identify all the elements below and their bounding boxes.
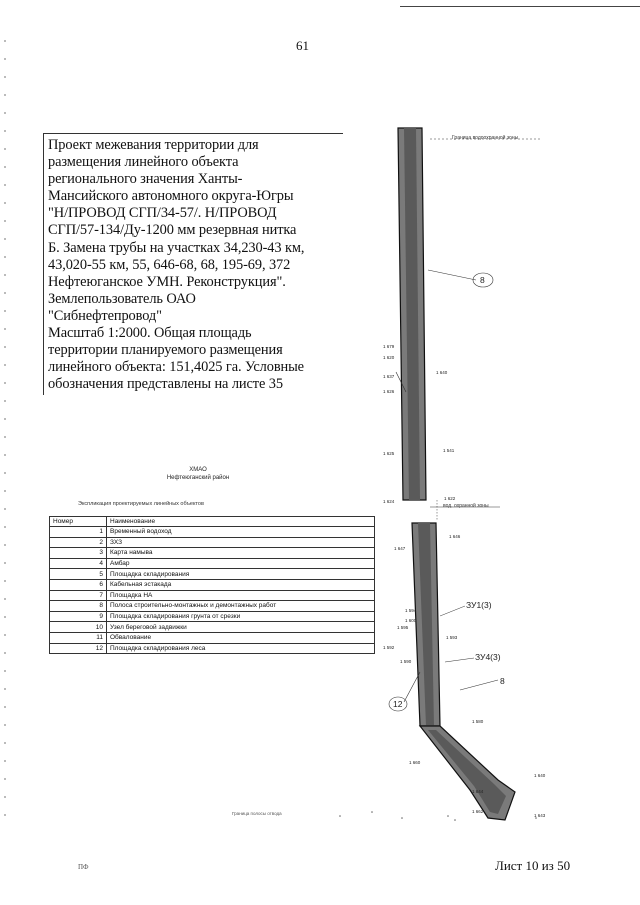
table-row	[50, 548, 375, 559]
row-number: 7	[50, 590, 107, 601]
point-label: 1 643	[534, 813, 546, 818]
objects-table	[49, 516, 375, 654]
footer-mark: ПФ	[78, 863, 89, 871]
table-row	[50, 632, 375, 643]
row-name: Площадка складирования	[107, 569, 375, 580]
point-label: 1 644	[472, 789, 484, 794]
description-box	[43, 133, 343, 395]
point-label: 1 646	[449, 534, 461, 539]
table-row	[50, 527, 375, 538]
row-name: Временный водоход	[107, 527, 375, 538]
row-number: 5	[50, 569, 107, 580]
row-name: Амбар	[107, 558, 375, 569]
row-name: Кабельная эстакада	[107, 579, 375, 590]
callout-12-label: 12	[393, 699, 403, 709]
table-row	[50, 558, 375, 569]
point-label: 1 660	[409, 760, 421, 765]
table-row	[50, 537, 375, 548]
row-number: 4	[50, 558, 107, 569]
point-label: 1 647	[394, 546, 406, 551]
zu4-label: ЗУ4(3)	[475, 652, 501, 662]
point-label: 1 625	[383, 451, 395, 456]
row-number: 9	[50, 611, 107, 622]
point-label: 1 594	[405, 608, 417, 613]
point-label: 1 637	[383, 374, 395, 379]
point-label: 1 592	[383, 645, 395, 650]
row-number: 3	[50, 548, 107, 559]
table-row	[50, 590, 375, 601]
page-number: 61	[296, 38, 309, 53]
description-line: размещения линейного объекта	[48, 154, 239, 171]
row-name: Площадка складирования леса	[107, 643, 375, 654]
header-number: Номер	[50, 517, 107, 527]
row-number: 12	[50, 643, 107, 654]
description-line: Проект межевания территории для	[48, 137, 259, 153]
table-row	[50, 601, 375, 612]
map-bottom-caption: Граница полосы отвода	[232, 811, 282, 816]
sheet-number: Лист 10 из 50	[495, 858, 571, 873]
row-name: Полоса строительно-монтажных и демонтажных работ	[107, 601, 375, 612]
row-number: 10	[50, 622, 107, 633]
callout-8-top-label: 8	[480, 275, 485, 285]
top-note-label: Граница водоохранной зоны	[452, 135, 519, 141]
description-line: обозначения представлены на листе 35	[48, 376, 283, 393]
zu4-leader	[445, 658, 474, 662]
table-row	[50, 611, 375, 622]
pipeline-strip	[398, 128, 515, 820]
row-name: Обвалование	[107, 632, 375, 643]
point-label: 1 640	[436, 370, 448, 375]
description-line: 43,020-55 км, 55, 646-68, 68, 195-69, 372	[48, 256, 291, 273]
point-label: 1 626	[383, 389, 395, 394]
point-label: 1 624	[383, 499, 395, 504]
header-name: Наименование	[107, 517, 375, 527]
callout-8-line	[428, 270, 476, 280]
description-line: территории планируемого размещения	[48, 342, 283, 359]
description-line: Землепользователь ОАО	[48, 290, 196, 307]
point-label: 1 620	[383, 355, 395, 360]
zu1-leader	[440, 606, 465, 616]
row-number: 6	[50, 579, 107, 590]
table-caption: Экспликация проектируемых линейных объектов	[78, 501, 204, 507]
row-name: Площадка НА	[107, 590, 375, 601]
description-line: СГП/57-134/Ду-1200 мм резервная нитка	[48, 222, 297, 239]
row-number: 8	[50, 601, 107, 612]
point-label: 1 622	[444, 496, 456, 501]
row-number: 11	[50, 632, 107, 643]
row-name: ЗХЗ	[107, 537, 375, 548]
region-label: ХМАО	[189, 467, 207, 473]
row-number: 1	[50, 527, 107, 538]
row-number: 2	[50, 537, 107, 548]
table-row	[50, 622, 375, 633]
description-line: "Сибнефтепровод"	[48, 307, 162, 324]
strip-bend-inner	[428, 730, 506, 814]
district-label: Нефтеюганский район	[166, 475, 230, 481]
description-line: Мансийского автономного округа-Югры	[48, 188, 294, 205]
callout-8-lower-line	[460, 680, 498, 690]
row-name: Карта намыва	[107, 548, 375, 559]
point-label: 1 600	[405, 618, 417, 623]
row-name: Площадка складирования грунта от срезки	[107, 611, 375, 622]
callout-12-line	[404, 672, 420, 702]
table-row	[50, 579, 375, 590]
point-label: 1 640	[534, 773, 546, 778]
point-label: 1 590	[400, 659, 412, 664]
description-line: Нефтеюганское УМН. Реконструкция".	[48, 273, 286, 290]
point-label: 1 679	[383, 344, 395, 349]
point-label: 1 541	[443, 448, 455, 453]
description-line: Б. Замена трубы на участках 34,230-43 км,	[48, 239, 305, 256]
zu1-label: ЗУ1(3)	[466, 600, 492, 610]
row-name: Узел береговой задвижки	[107, 622, 375, 633]
point-label: 1 593	[446, 635, 458, 640]
table-row	[50, 643, 375, 654]
description-line: Масштаб 1:2000. Общая площадь	[48, 325, 252, 342]
description-line: линейного объекта: 151,4025 га. Условные	[48, 359, 304, 376]
description-line: регионального значения Ханты-	[48, 171, 243, 188]
table-header-row	[50, 517, 375, 527]
point-label: 1 580	[472, 719, 484, 724]
water-zone-label: вод. охранной зоны	[443, 503, 489, 509]
point-label: 1 595	[397, 625, 409, 630]
callout-8-lower-label: 8	[500, 676, 505, 686]
point-label: 1 662	[472, 809, 484, 814]
description-line: "Н/ПРОВОД СГП/34-57/. Н/ПРОВОД	[48, 205, 277, 222]
table-heading	[48, 466, 348, 482]
table-row	[50, 569, 375, 580]
